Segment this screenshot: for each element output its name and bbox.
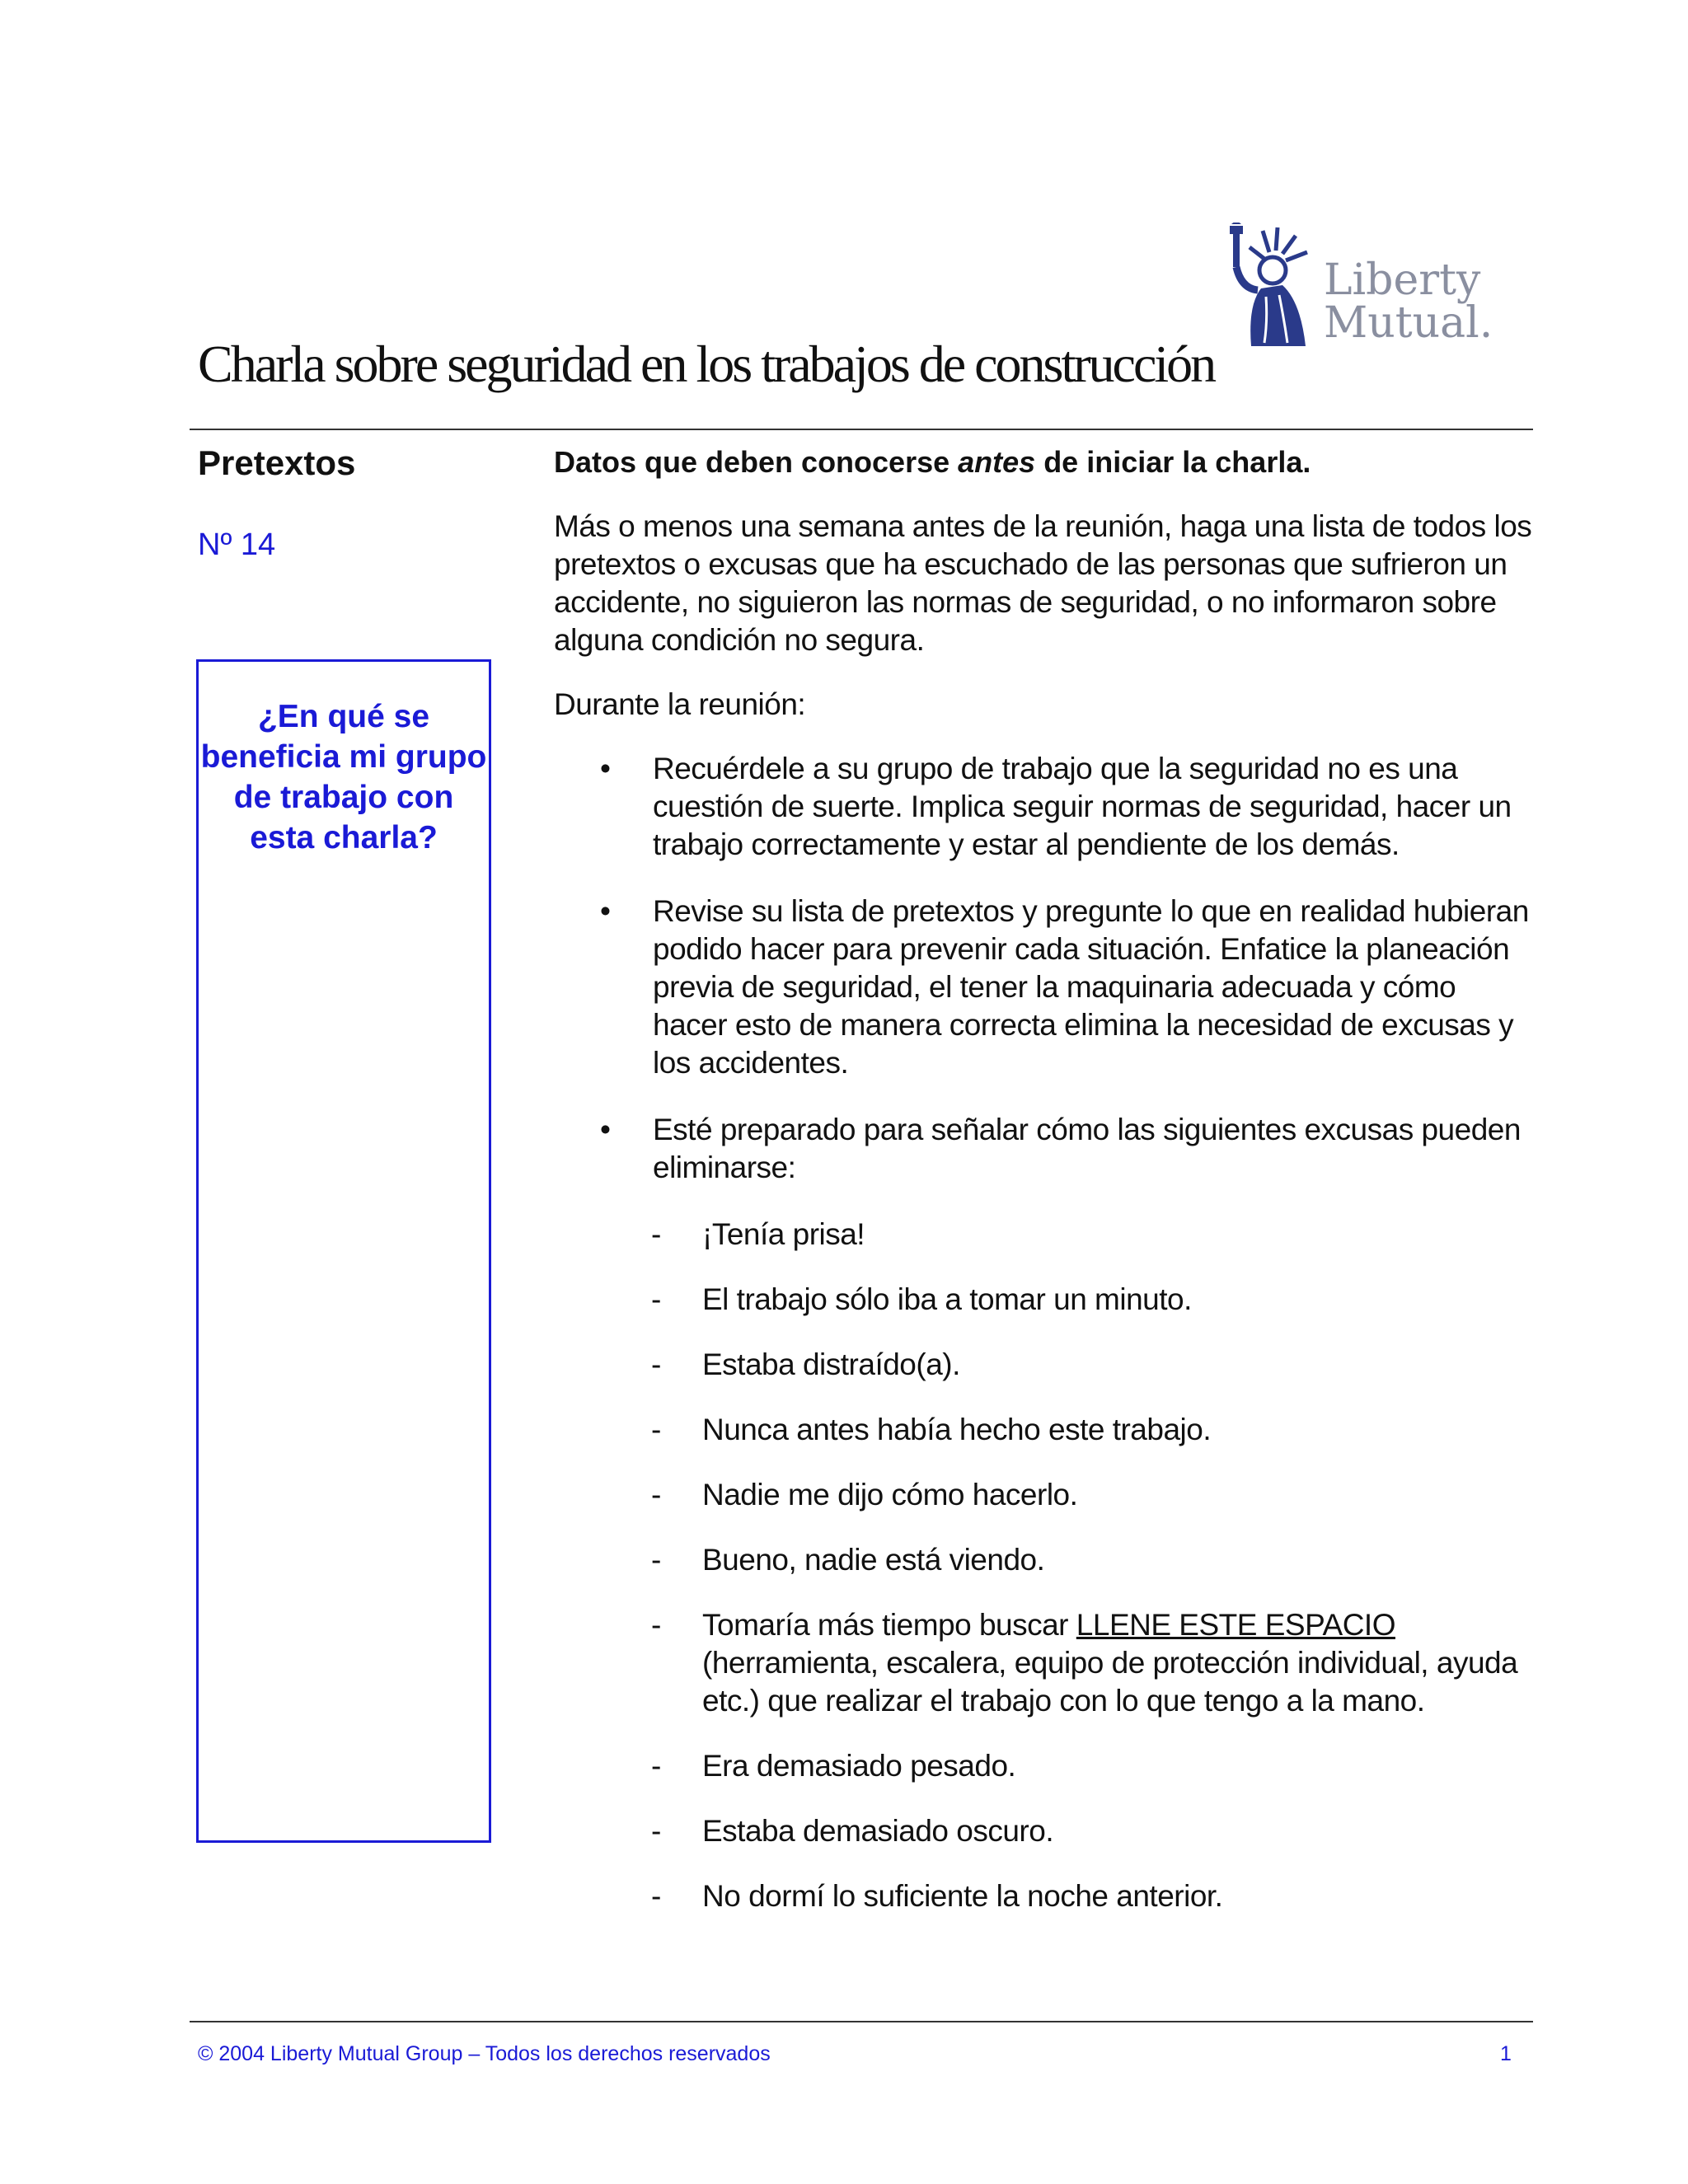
excuse-text: Nunca antes había hecho este trabajo. [702,1413,1212,1446]
excuse-text: Estaba distraído(a). [702,1347,960,1381]
excuse-item-fill-in [554,1606,1535,1720]
excuse-fill-suffix: (herramienta, escalera, equipo de protección individual, ayuda etc.) que realizar el trabajo con lo que tengo a la mano. [702,1646,1518,1718]
during-meeting-label: Durante la reunión: [554,687,806,721]
bullet-item [554,1111,1535,1187]
heading-suffix: de iniciar la charla. [1035,445,1311,479]
liberty-mutual-logo [1218,223,1515,354]
dash-marker: - [651,1413,661,1446]
bullet-marker: • [600,894,611,928]
logo-text-line2: Mutual. [1324,298,1493,348]
main-content [554,443,1535,1943]
bullet-list [554,750,1535,1187]
excuse-item [554,1747,1535,1785]
excuse-item [554,1216,1535,1254]
excuse-text: Era demasiado pesado. [702,1749,1016,1783]
excuse-text: Bueno, nadie está viendo. [702,1543,1045,1577]
topic-title: Pretextos [198,443,356,482]
heading-prefix: Datos que deben conocerse [554,445,959,479]
excuse-item [554,1346,1535,1384]
fill-in-blank: LLENE ESTE ESPACIO [1076,1608,1395,1642]
dash-marker: - [651,1282,661,1316]
bullet-marker: • [600,752,611,785]
excuse-text: Estaba demasiado oscuro. [702,1814,1054,1848]
dash-marker: - [651,1608,661,1642]
logo-text-line1: Liberty [1324,255,1481,305]
bullet-item [554,893,1535,1082]
excuse-list [554,1216,1535,1915]
document-title: Charla sobre seguridad en los trabajos de construcción [198,335,1215,393]
excuse-item [554,1877,1535,1915]
excuse-text: ¡Tenía prisa! [702,1217,865,1251]
excuse-fill-prefix: Tomaría más tiempo buscar [702,1608,1076,1642]
dash-marker: - [651,1543,661,1577]
page-number: 1 [1500,2042,1512,2065]
dash-marker: - [651,1478,661,1511]
excuse-item [554,1411,1535,1449]
excuse-item [554,1281,1535,1319]
bullet-item [554,750,1535,864]
excuse-text: El trabajo sólo iba a tomar un minuto. [702,1282,1192,1316]
bullet-text: Esté preparado para señalar cómo las siguientes excusas pueden eliminarse: [653,1113,1521,1184]
excuse-text: No dormí lo suficiente la noche anterior. [702,1879,1223,1913]
intro-heading [554,443,1535,481]
excuse-text: Nadie me dijo cómo hacerlo. [702,1478,1078,1511]
dash-marker: - [651,1814,661,1848]
footer-divider [190,2021,1533,2022]
header-divider [190,429,1533,430]
bullet-marker: • [600,1113,611,1146]
benefit-question: ¿En qué se beneficia mi grupo de trabajo con esta charla? [200,699,487,855]
talk-number: Nº 14 [198,527,276,562]
dash-marker: - [651,1217,661,1251]
intro-paragraph: Más o menos una semana antes de la reunión, haga una lista de todos los pretextos o excusas que ha escuchado de las personas que sufrieron un accidente, no siguieron las normas de seguridad, o no informaron sobre alguna condición no segura. [554,509,1532,657]
excuse-item [554,1541,1535,1579]
benefit-box [196,659,491,1843]
dash-marker: - [651,1749,661,1783]
bullet-text: Revise su lista de pretextos y pregunte lo que en realidad hubieran podido hacer para prevenir cada situación. Enfatice la planeación previa de seguridad, el tener la maquinaria adecuada y cómo hacer esto de manera correcta elimina la necesidad de excusas y los accidentes. [653,894,1529,1080]
dash-marker: - [651,1347,661,1381]
dash-marker: - [651,1879,661,1913]
excuse-item [554,1812,1535,1850]
heading-emphasis: antes [958,445,1036,479]
footer-copyright: © 2004 Liberty Mutual Group – Todos los derechos reservados [198,2042,771,2065]
bullet-text: Recuérdele a su grupo de trabajo que la seguridad no es una cuestión de suerte. Implica seguir normas de seguridad, hacer un trabajo correctamente y estar al pendiente de los demás. [653,752,1512,861]
excuse-item [554,1476,1535,1514]
statue-of-liberty-icon [1218,223,1317,354]
